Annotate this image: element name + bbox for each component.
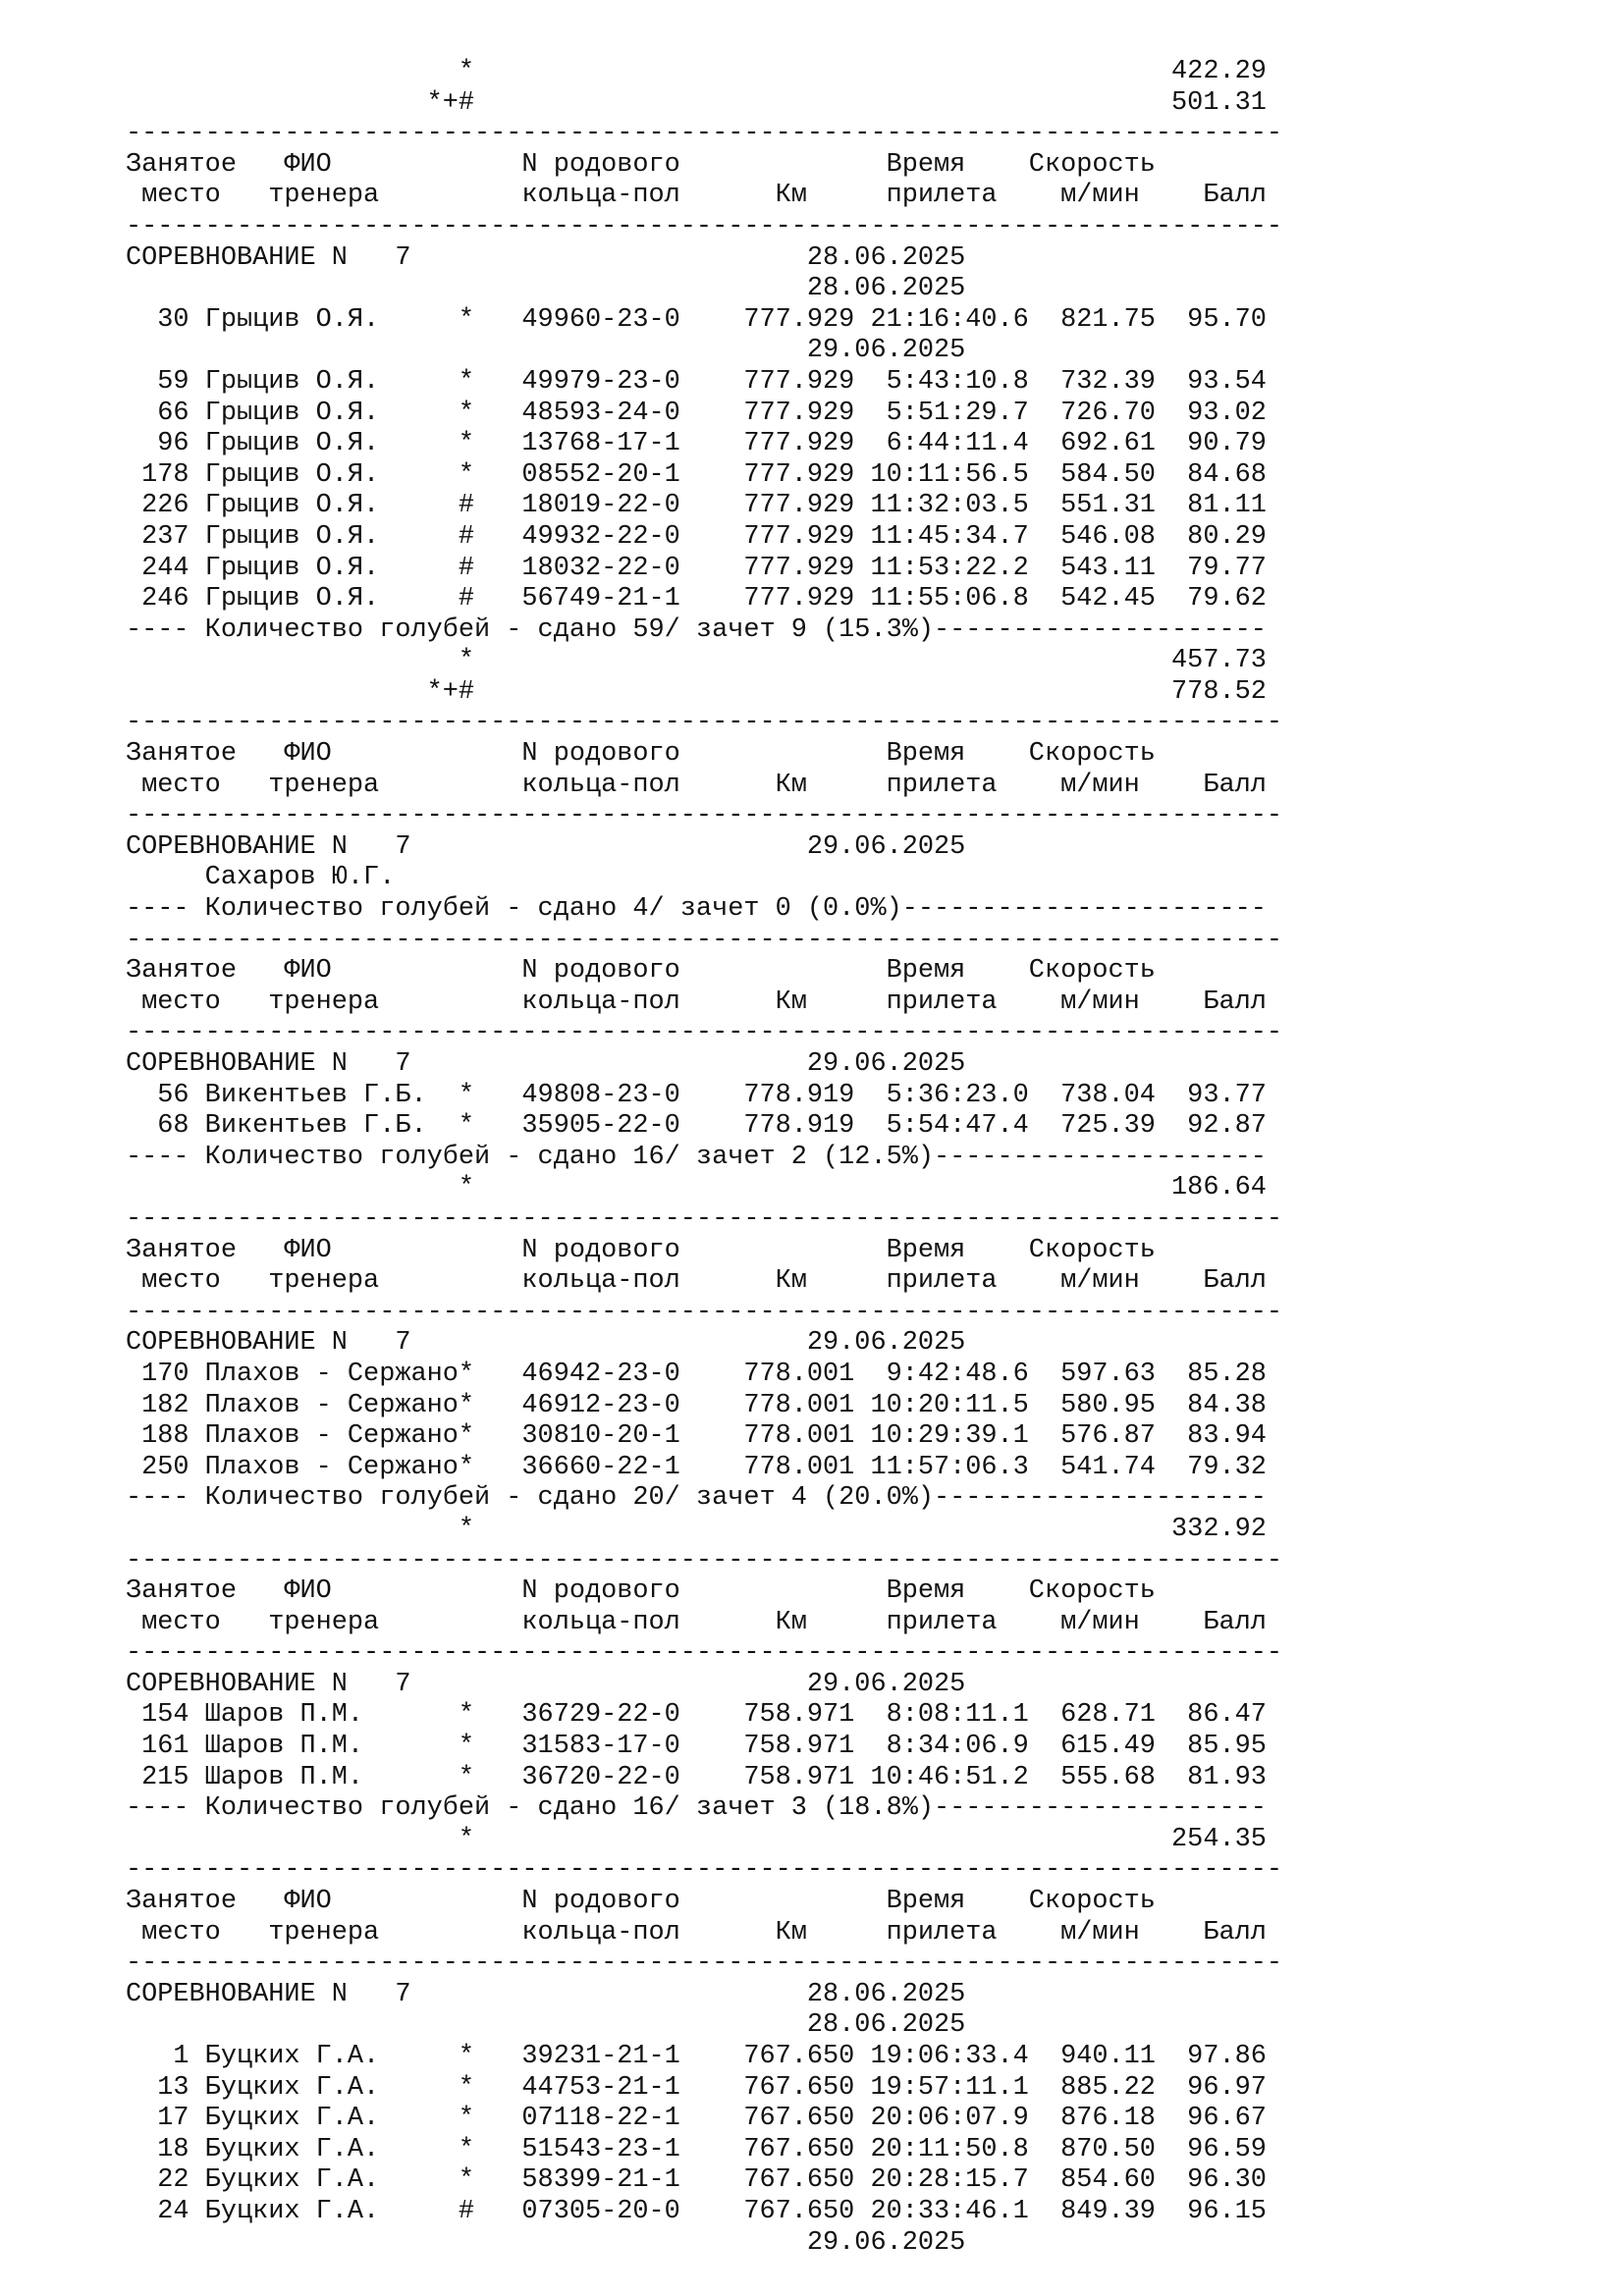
- result-row: 66 Грыцив О.Я. * 48593-24-0 777.929 5:51:29.7 726.70 93.02: [126, 398, 1267, 428]
- column-header-line-2: место тренера кольца-пол Км прилета м/мин Балл: [126, 1917, 1267, 1948]
- pigeon-count-summary: ---- Количество голубей - сдано 4/ зачет 0 (0.0%)-----------------------: [126, 894, 1267, 925]
- result-row: 226 Грыцив О.Я. # 18019-22-0 777.929 11:32:03.5 551.31 81.11: [126, 491, 1267, 521]
- results-printout: [126, 57, 1282, 2259]
- points-total-line: * 332.92: [126, 1514, 1267, 1544]
- points-total-line: *+# 501.31: [126, 87, 1267, 118]
- separator-line: -------------------------------------------------------------------------: [126, 1203, 1283, 1234]
- date-line: 29.06.2025: [126, 2227, 966, 2258]
- competition-heading: СОРЕВНОВАНИЕ N 7 28.06.2025: [126, 242, 966, 273]
- column-header-line-2: место тренера кольца-пол Км прилета м/мин Балл: [126, 987, 1267, 1017]
- separator-line: -------------------------------------------------------------------------: [126, 1018, 1283, 1048]
- date-line: 28.06.2025: [126, 2010, 966, 2041]
- column-header-line-1: Занятое ФИО N родового Время Скорость: [126, 956, 1156, 987]
- result-row: 18 Буцких Г.А. * 51543-23-1 767.650 20:11:50.8 870.50 96.59: [126, 2134, 1267, 2164]
- pigeon-count-summary: ---- Количество голубей - сдано 20/ зачет 4 (20.0%)---------------------: [126, 1483, 1267, 1514]
- column-header-line-2: место тренера кольца-пол Км прилета м/мин Балл: [126, 181, 1267, 211]
- column-header-line-2: место тренера кольца-пол Км прилета м/мин Балл: [126, 1607, 1267, 1637]
- points-total-line: * 186.64: [126, 1173, 1267, 1203]
- separator-line: -------------------------------------------------------------------------: [126, 211, 1283, 241]
- result-row: 1 Буцких Г.А. * 39231-21-1 767.650 19:06:33.4 940.11 97.86: [126, 2042, 1267, 2071]
- competition-heading: СОРЕВНОВАНИЕ N 7 28.06.2025: [126, 1979, 966, 2009]
- separator-line: -------------------------------------------------------------------------: [126, 1638, 1283, 1669]
- result-row: 170 Плахов - Сержано* 46942-23-0 778.001 9:42:48.6 597.63 85.28: [126, 1359, 1267, 1389]
- result-row: 96 Грыцив О.Я. * 13768-17-1 777.929 6:44:11.4 692.61 90.79: [126, 429, 1267, 459]
- result-row: 215 Шаров П.М. * 36720-22-0 758.971 10:46:51.2 555.68 81.93: [126, 1762, 1267, 1792]
- column-header-line-1: Занятое ФИО N родового Время Скорость: [126, 739, 1156, 770]
- result-row: 30 Грыцив О.Я. * 49960-23-0 777.929 21:16:40.6 821.75 95.70: [126, 304, 1267, 335]
- column-header-line-1: Занятое ФИО N родового Время Скорость: [126, 1887, 1156, 1917]
- column-header-line-1: Занятое ФИО N родового Время Скорость: [126, 1235, 1156, 1265]
- pigeon-count-summary: ---- Количество голубей - сдано 59/ зачет 9 (15.3%)---------------------: [126, 614, 1267, 645]
- competition-heading: СОРЕВНОВАНИЕ N 7 29.06.2025: [126, 1669, 966, 1699]
- result-row: 154 Шаров П.М. * 36729-22-0 758.971 8:08:11.1 628.71 86.47: [126, 1700, 1267, 1731]
- pigeon-count-summary: ---- Количество голубей - сдано 16/ зачет 3 (18.8%)---------------------: [126, 1793, 1267, 1824]
- result-row: 244 Грыцив О.Я. # 18032-22-0 777.929 11:53:22.2 543.11 79.77: [126, 553, 1267, 583]
- competition-heading: СОРЕВНОВАНИЕ N 7 29.06.2025: [126, 1328, 966, 1359]
- column-header-line-1: Занятое ФИО N родового Время Скорость: [126, 1576, 1156, 1607]
- separator-line: -------------------------------------------------------------------------: [126, 801, 1283, 831]
- separator-line: -------------------------------------------------------------------------: [126, 1297, 1283, 1327]
- result-row: 178 Грыцив О.Я. * 08552-20-1 777.929 10:11:56.5 584.50 84.68: [126, 459, 1267, 490]
- separator-line: -------------------------------------------------------------------------: [126, 1949, 1283, 1979]
- date-line: 29.06.2025: [126, 336, 966, 366]
- separator-line: -------------------------------------------------------------------------: [126, 119, 1283, 149]
- points-total-line: *+# 778.52: [126, 676, 1267, 707]
- date-line: 28.06.2025: [126, 274, 966, 304]
- result-row: 188 Плахов - Сержано* 30810-20-1 778.001 10:29:39.1 576.87 83.94: [126, 1421, 1267, 1452]
- result-row: 17 Буцких Г.А. * 07118-22-1 767.650 20:06:07.9 876.18 96.67: [126, 2104, 1267, 2134]
- result-row: 22 Буцких Г.А. * 58399-21-1 767.650 20:28:15.7 854.60 96.30: [126, 2165, 1267, 2196]
- column-header-line-2: место тренера кольца-пол Км прилета м/мин Балл: [126, 770, 1267, 800]
- result-row: 246 Грыцив О.Я. # 56749-21-1 777.929 11:55:06.8 542.45 79.62: [126, 584, 1267, 614]
- pigeon-count-summary: ---- Количество голубей - сдано 16/ зачет 2 (12.5%)---------------------: [126, 1142, 1267, 1172]
- result-row: 59 Грыцив О.Я. * 49979-23-0 777.929 5:43:10.8 732.39 93.54: [126, 366, 1267, 397]
- separator-line: -------------------------------------------------------------------------: [126, 1855, 1283, 1886]
- result-row: 250 Плахов - Сержано* 36660-22-1 778.001 11:57:06.3 541.74 79.32: [126, 1452, 1267, 1482]
- competition-heading: СОРЕВНОВАНИЕ N 7 29.06.2025: [126, 831, 966, 862]
- column-header-line-2: место тренера кольца-пол Км прилета м/мин Балл: [126, 1266, 1267, 1297]
- separator-line: -------------------------------------------------------------------------: [126, 1545, 1283, 1575]
- result-row: 56 Викентьев Г.Б. * 49808-23-0 778.919 5:36:23.0 738.04 93.77: [126, 1080, 1267, 1110]
- result-row: 68 Викентьев Г.Б. * 35905-22-0 778.919 5:54:47.4 725.39 92.87: [126, 1111, 1267, 1142]
- points-total-line: * 457.73: [126, 646, 1267, 676]
- points-total-line: * 254.35: [126, 1824, 1267, 1854]
- result-row: 237 Грыцив О.Я. # 49932-22-0 777.929 11:45:34.7 546.08 80.29: [126, 521, 1267, 552]
- separator-line: -------------------------------------------------------------------------: [126, 708, 1283, 738]
- competition-heading: СОРЕВНОВАНИЕ N 7 29.06.2025: [126, 1049, 966, 1079]
- points-total-line: * 422.29: [126, 57, 1267, 86]
- result-row: 182 Плахов - Сержано* 46912-23-0 778.001 10:20:11.5 580.95 84.38: [126, 1390, 1267, 1420]
- result-row: 161 Шаров П.М. * 31583-17-0 758.971 8:34:06.9 615.49 85.95: [126, 1732, 1267, 1762]
- result-row: 24 Буцких Г.А. # 07305-20-0 767.650 20:33:46.1 849.39 96.15: [126, 2196, 1267, 2226]
- trainer-line: Сахаров Ю.Г.: [126, 863, 396, 893]
- result-row: 13 Буцких Г.А. * 44753-21-1 767.650 19:57:11.1 885.22 96.97: [126, 2072, 1267, 2103]
- column-header-line-1: Занятое ФИО N родового Время Скорость: [126, 149, 1156, 180]
- separator-line: -------------------------------------------------------------------------: [126, 925, 1283, 955]
